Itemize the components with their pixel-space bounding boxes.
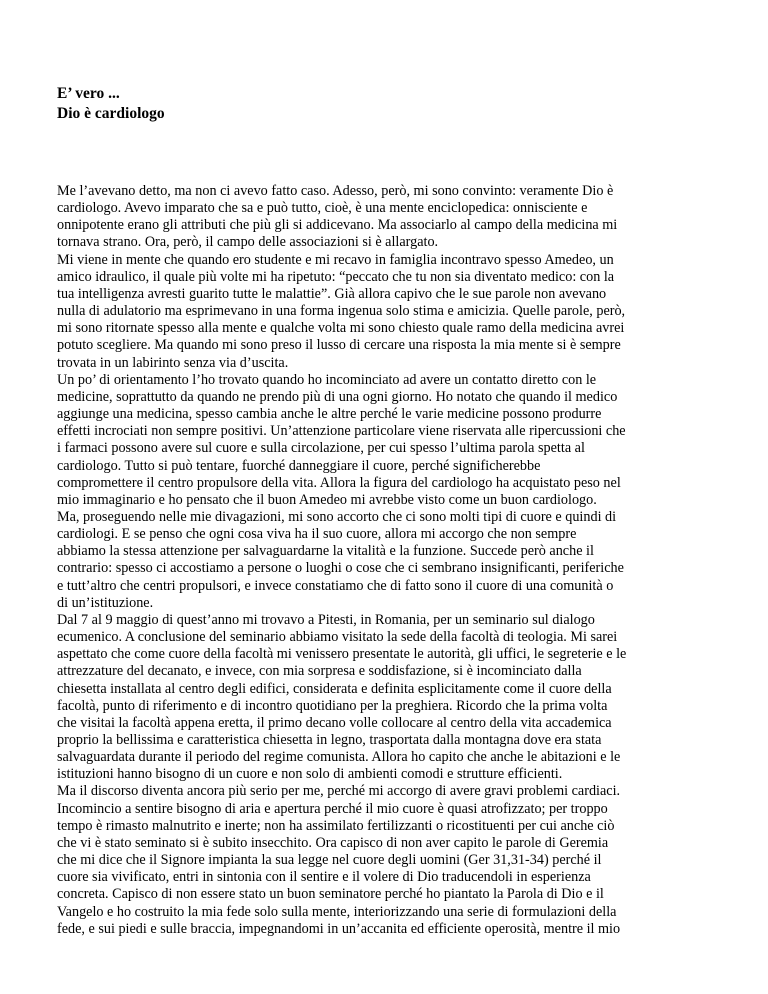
text-line: chiesetta installata al centro degli edifici, considerata e definita esplicitamente come il cuore della <box>57 680 612 697</box>
text-line: medicine, soprattutto da quando ne prendo più di una ogni giorno. Ho notato che quando il medico <box>57 388 618 405</box>
text-line: mio immaginario e ho pensato che il buon Amedeo mi avrebbe visto come un buon cardiologo. <box>57 491 597 508</box>
body-text <box>57 183 725 938</box>
text-line: salvaguardata durante il periodo del regime comunista. Allora ho capito che anche le abitazioni e le <box>57 749 621 766</box>
text-line: Vangelo e ho costruito la mia fede solo sulla mente, interiorizzando una serie di formulazioni della <box>57 903 617 920</box>
title-line-1: E’ vero ... <box>57 85 120 102</box>
text-line: attrezzature del decanato, e invece, con mia sorpresa e soddisfazione, si è incominciato dalla <box>57 663 582 680</box>
text-line: che visitai la facoltà appena eretta, il primo decano volle collocare al centro della vita accademica <box>57 714 612 731</box>
text-line: tornava strano. Ora, però, il campo delle associazioni si è allargato. <box>57 234 439 251</box>
text-line: contrario: spesso ci accostiamo a persone o luoghi o cose che ci sembrano insignificanti, periferiche <box>57 560 624 577</box>
text-line: istituzioni hanno bisogno di un cuore e non solo di ambienti comodi e strutture efficienti. <box>57 766 563 783</box>
text-line: che mi dice che il Signore impianta la sua legge nel cuore degli uomini (Ger 31,31-34) perché il <box>57 852 602 869</box>
text-line: facoltà, punto di riferimento e di incontro quotidiano per la preghiera. Ricordo che la prima volta <box>57 697 608 714</box>
text-line: cuore sia vivificato, entri in sintonia con il sentire e il volere di Dio traducendoli in esperienza <box>57 869 591 886</box>
text-line: amico idraulico, il quale più volte mi ha ripetuto: “peccato che tu non sia diventato medico: con la <box>57 268 615 285</box>
text-line: Ma il discorso diventa ancora più serio per me, perché mi accorgo di avere gravi problemi cardiaci. <box>57 783 621 800</box>
text-line: cardiologo. Avevo imparato che sa e può tutto, cioè, è una mente enciclopedica: onnisciente e <box>57 200 588 217</box>
text-line: Mi viene in mente che quando ero studente e mi recavo in famiglia incontravo spesso Amedeo, un <box>57 251 614 268</box>
title-line-2: Dio è cardiologo <box>57 105 165 122</box>
text-line: Un po’ di orientamento l’ho trovato quando ho incominciato ad avere un contatto diretto con le <box>57 371 597 388</box>
text-line: onnipotente erano gli attributi che più gli si addicevano. Ma associarlo al campo della medicina mi <box>57 217 618 234</box>
text-line: ecumenico. A conclusione del seminario abbiamo visitato la sede della facoltà di teologia. Mi sarei <box>57 629 618 646</box>
text-line: mi sono ritornate spesso alla mente e qualche volta mi sono chiesto quale ramo della medicina avrei <box>57 320 625 337</box>
text-line: cardiologi. E se penso che ogni cosa viva ha il suo cuore, allora mi accorgo che non sempre <box>57 526 577 543</box>
text-line: cardiologo. Tutto si può tentare, fuorché danneggiare il cuore, perché significherebbe <box>57 457 541 474</box>
text-line: abbiamo la stessa attenzione per salvaguardarne la vitalità e la funzione. Succede però anche il <box>57 543 594 560</box>
text-line: fede, e sui piedi e sulle braccia, impegnandomi in un’accanita ed efficiente operosità, mentre il mio <box>57 920 621 937</box>
text-line: di un’istituzione. <box>57 594 154 611</box>
text-line: e tutt’altro che centri propulsori, e invece constatiamo che di fatto sono il cuore di una comunità o <box>57 577 614 594</box>
text-line: tempo è rimasto malnutrito e inerte; non ha assimilato fertilizzanti o ricostituenti per cui anche ciò <box>57 817 615 834</box>
text-line: che vi è stato seminato si è subito insecchito. Ora capisco di non aver capito le parole di Geremia <box>57 834 609 851</box>
text-line: tua intelligenza avresti guarito tutte le malattie”. Già allora capivo che le sue parole non avevano <box>57 285 607 302</box>
text-line: aggiunge una medicina, spesso cambia anche le altre perché le varie medicine possono produrre <box>57 406 602 423</box>
text-line: effetti incrociati non sempre positivi. Un’attenzione particolare viene riservata alle ripercussioni che <box>57 423 626 440</box>
text-line: concreta. Capisco di non essere stato un buon seminatore perché ho piantato la Parola di Dio e il <box>57 886 604 903</box>
page-title <box>57 84 165 124</box>
text-line: proprio la bellissima e caratteristica chiesetta in legno, trasportata dalla montagna dove era stata <box>57 732 602 748</box>
text-line: potuto scegliere. Ma quando mi sono preso il lusso di cercare una risposta la mia mente si è sempre <box>57 337 621 354</box>
text-line: trovata in un labirinto senza via d’uscita. <box>57 354 289 371</box>
text-line: Ma, proseguendo nelle mie divagazioni, mi sono accorto che ci sono molti tipi di cuore e quindi di <box>57 508 617 525</box>
text-line: compromettere il centro propulsore della vita. Allora la figura del cardiologo ha acquistato peso nel <box>57 474 621 491</box>
text-line: Me l’avevano detto, ma non ci avevo fatto caso. Adesso, però, mi sono convinto: veramente Dio è <box>57 183 614 199</box>
text-line: Incomincio a sentire bisogno di aria e apertura perché il mio cuore è quasi atrofizzato; per troppo <box>57 800 608 817</box>
text-line: Dal 7 al 9 maggio di quest’anno mi trovavo a Pitesti, in Romania, per un seminario sul dialogo <box>57 611 595 628</box>
text-line: aspettato che come cuore della facoltà mi venissero presentate le autorità, gli uffici, le segreterie e le <box>57 646 627 663</box>
text-line: nulla di adulatorio ma esprimevano in una forma ingenua solo stima e amicizia. Quelle parole, però, <box>57 303 626 320</box>
text-line: i farmaci possono avere sul cuore e sulla circolazione, per cui spesso l’ultima parola spetta al <box>57 440 585 457</box>
